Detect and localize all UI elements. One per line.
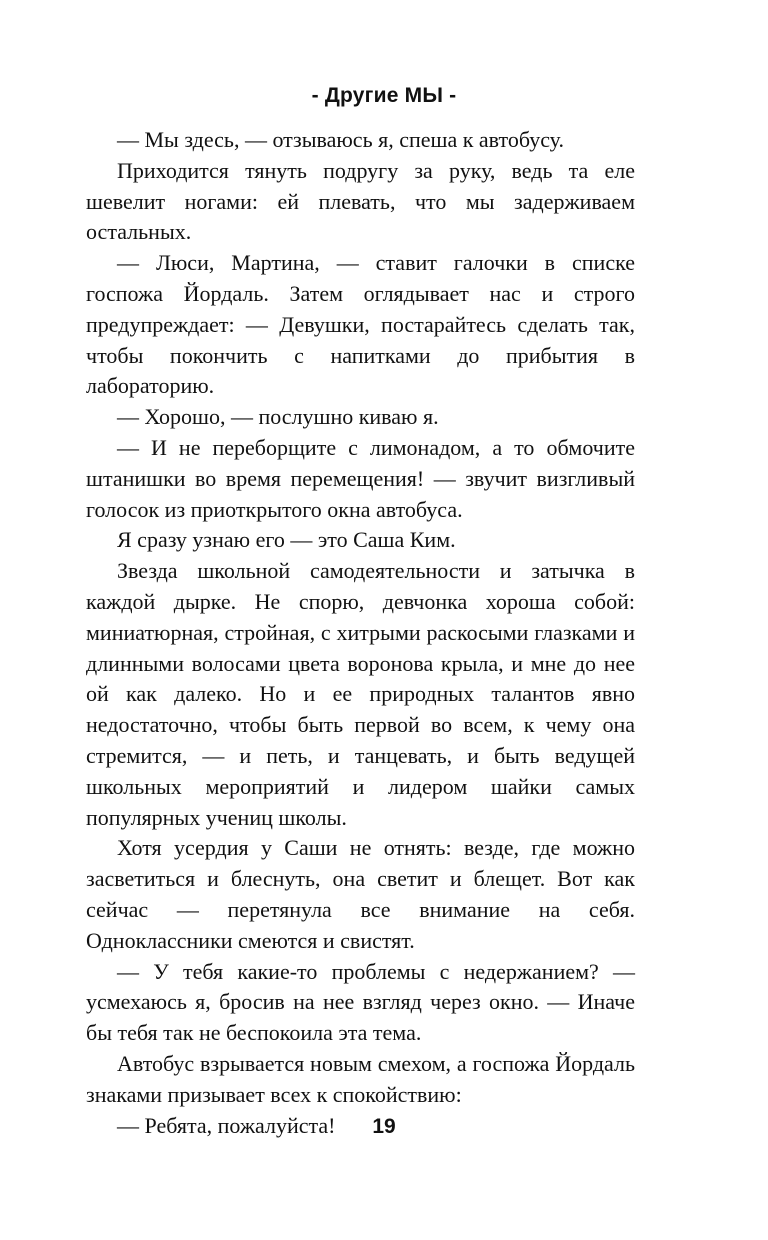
paragraph: Звезда школьной самодеятельности и затычка в каждой дырке. Не спорю, девчонка хороша собой: миниатюрная, стройная, с хитрыми раскосыми глазками и длинными волосами цвета воронова крыла, и мне до нее ой как далеко. Но и ее природных талантов явно недостаточно, чтобы быть первой во всем, к чему она стремится, — и петь, и танцевать, и быть ведущей школьных мероприятий и лидером шайки самых популярных учениц школы. (86, 558, 635, 830)
paragraph: Хотя усердия у Саши не отнять: везде, где можно засветиться и блеснуть, она светит и блещет. Вот как сейчас — перетянула все внимание на себя. Одноклассники смеются и свистят. (86, 835, 635, 953)
paragraph: Приходится тянуть подругу за руку, ведь та еле шевелит ногами: ей плевать, что мы задерживаем остальных. (86, 157, 635, 245)
paragraph: — Мы здесь, — отзываюсь я, спеша к автобусу. (117, 127, 564, 152)
paragraph: — Люси, Мартина, — ставит галочки в списке госпожа Йордаль. Затем оглядывает нас и строго предупреждает: — Девушки, постарайтесь сделать так, чтобы покончить с напитками до прибытия в лабораторию. (86, 250, 635, 399)
paragraph: Я сразу узнаю его — это Саша Ким. (117, 527, 456, 553)
paragraph: — Хорошо, — послушно киваю я. (117, 404, 439, 430)
paragraph: Автобус взрывается новым смехом, а госпожа Йордаль знаками призывает всех к спокойствию: (86, 1050, 635, 1107)
page-number: 19 (372, 1115, 396, 1138)
paragraph: — У тебя какие-то проблемы с недержанием? — усмехаюсь я, бросив на нее взгляд через окно. — Иначе бы тебя так не беспокоила эта тема. (86, 958, 635, 1046)
running-head: - Другие МЫ - (311, 84, 457, 107)
body-text (86, 125, 635, 1141)
paragraph: — Ребята, пожалуйста! (117, 1112, 336, 1138)
paragraph: — И не переборщите с лимонадом, а то обмочите штанишки во время перемещения! — звучит визгливый голосок из приоткрытого окна автобуса. (86, 434, 635, 522)
